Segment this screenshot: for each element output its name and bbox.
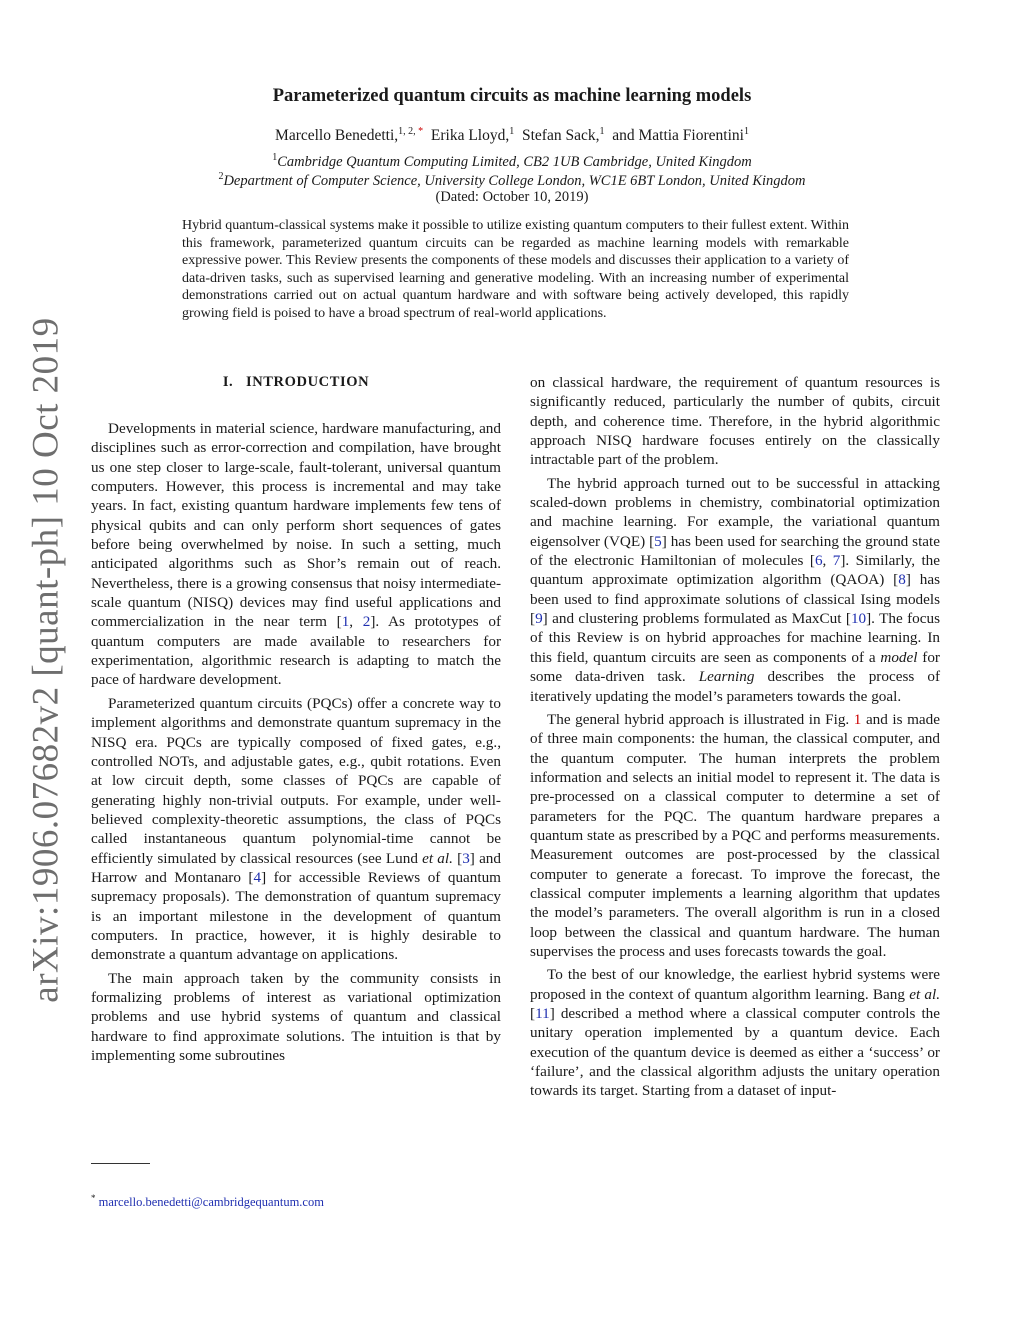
arxiv-identifier: arXiv:1906.07682v2 [quant-ph] 10 Oct 2019 [25,317,67,1003]
author-name: Stefan Sack, [521,127,600,145]
author-name: Erika Lloyd, [430,127,510,145]
paragraph-text: ] and clustering problems formulated as MaxCut [ [542,610,851,628]
citation-link[interactable]: 2 [362,613,371,631]
citation-link[interactable]: 6 [814,552,823,570]
affiliation-text: Cambridge Quantum Computing Limited, CB2 1UB Cambridge, United Kingdom [277,153,752,170]
citation-link[interactable]: 4 [253,868,262,886]
paragraph-text: ] has been used for searching the ground state of the electronic Hamiltonian of molecules [ [530,532,941,570]
paragraph-text: ] and Harrow and Montanaro [ [91,849,501,886]
author-affil-sup: 1 [743,126,749,137]
right-column [530,373,940,1101]
author-affil-sup: 1 [599,126,605,137]
author-name: and Mattia Fiorentini [612,127,744,145]
abstract: Hybrid quantum-classical systems make it possible to utilize existing quantum computers to their fullest extent. Within this framework, parameterized quantum circuits can be regarded as machine learning models with remarkable expressive power. This Review presents the components of these models and discusses their application to a variety of data-driven tasks, such as supervised learning and generative modeling. With an increasing number of experimental demonstrations carried out on actual quantum hardware and with software being actively developed, this rapidly growing field is poised to have a broad spectrum of real-world applications. [182,218,849,321]
corresponding-author-mark[interactable]: * [418,126,424,137]
paragraph-text: Developments in material science, hardware manufacturing, and disciplines such as error-correction and compilation, have brought us one step closer to large-scale, fault-tolerant, universal quantum computers. However, this process is incremental and may take years. In fact, existing quantum hardware implements few tens of physical qubits and can only perform short sequences of gates before being overwhelmed by noise. In such a setting, much anticipated algorithms such as Shor’s remain out of reach. Nevertheless, there is a growing consensus that noisy intermediate-scale quantum (NISQ) devices may find useful applications and commercialization in the near term [ [91,420,501,631]
paragraph-text: Parameterized quantum circuits (PQCs) offer a concrete way to implement algorithms and demonstrate quantum supremacy in the NISQ era. PQCs are typically composed of fixed gates, e.g., controlled NOTs, and adjustable gates, e.g., qubit rotations. Even at low circuit depth, some classes of PQCs are capable of generating highly non-trivial outputs. For example, under well-believed complexity-theoretic assumptions, the class of PQCs called instantaneous quantum polynomial-time cannot be efficiently simulated by classical resources (see Lund [91,694,501,867]
affiliation-text: Department of Computer Science, University College London, WC1E 6BT London, United Kingdom [223,172,806,189]
affiliation [0,171,1024,190]
paragraph-text: The general hybrid approach is illustrated in Fig. [547,710,854,728]
paragraph [530,474,940,706]
emphasis: et al. [422,849,453,867]
emphasis: model [880,648,918,666]
paragraph [91,694,501,965]
citation-link[interactable]: 5 [654,532,662,550]
paragraph-text: ]. As prototypes of quantum computers are made available to researchers for experimentation, algorithmic research is adapting to match the pace of hardware development. [91,613,502,689]
author-list [0,126,1024,145]
affiliation-number: 1 [272,152,278,163]
emphasis: et al. [909,985,940,1003]
paragraph-text: [ [530,1005,536,1022]
paragraph-text: for some data-driven task. [530,648,940,686]
paper-title: Parameterized quantum circuits as machine learning models [272,86,752,106]
citation-link[interactable]: 10 [850,610,867,628]
section-number: I. [222,374,234,390]
paragraph-text: To the best of our knowledge, the earliest hybrid systems were proposed in the context of quantum algorithm learning. Bang [530,966,940,1003]
footnote-marker: * [91,1193,96,1203]
paragraph: The main approach taken by the community consists in formalizing problems of interest as variational optimization problems and use hybrid systems of quantum and classical hardware to find approximate solutions. The intuition is that by implementing some subroutines [91,969,501,1064]
paragraph-text: ] has been used to find approximate solutions of classical Ising models [ [530,571,940,628]
affiliation [0,152,1024,171]
section-title: INTRODUCTION [245,374,370,390]
date-line: (Dated: October 10, 2019) [435,189,589,205]
paragraph-text: , [822,552,833,570]
paragraph-text: describes the process of iteratively updating the model’s parameters towards the goal. [530,668,940,705]
paragraph-text: ] described a method where a classical computer controls the unitary operation implemented by a quantum device. Each execution of the quantum device is deemed as either a ‘success’ or ‘failure’, and the classical algorithm adjusts the unitary operation towards its target. Starting from a dataset of input- [530,1005,940,1100]
footnote-rule [91,1163,150,1164]
affiliation-number: 2 [218,171,224,182]
paragraph-text: , [349,613,363,631]
paragraph [530,710,940,961]
citation-link[interactable]: 3 [462,849,470,867]
paragraph [530,965,940,1100]
citation-link[interactable]: 7 [832,552,841,570]
section-heading [91,373,501,393]
author-affil-sup: 1 [509,126,515,137]
paragraph-text: ]. The focus of this Review is on hybrid approaches for machine learning. In this field, quantum circuits are seen as components of a [530,610,940,666]
citation-link[interactable]: 1 [341,613,350,631]
citation-link[interactable]: 9 [535,610,543,628]
paragraph-text: The hybrid approach turned out to be successful in attacking scaled-down problems in chemistry, combinatorial optimization and machine learning. For example, the variational quantum eigensolver (VQE) [ [530,474,940,550]
paragraph-text: ] for accessible Reviews of quantum supremacy proposals). The demonstration of quantum supremacy is an important milestone in the development of quantum computers. In practice, however, it is highly desirable to demonstrate a quantum advantage on applications. [91,868,501,964]
paragraph-text: [ [452,849,463,867]
figure-link[interactable]: 1 [853,710,862,728]
left-column [91,373,501,1065]
paragraph [91,419,501,690]
paragraph-text: and is made of three main components: the human, the classical computer, and the quantum computer. The human interprets the problem information and selects an initial model to represent it. The data is pre-processed on a classical computer to determine a set of parameters for the PQC. The quantum hardware prepares a quantum state as prescribed by a PQC and performs measurements. Measurement outcomes are post-processed by the classical computer to generate a forecast. To improve the forecast, the classical computer implements a learning algorithm that updates the model’s parameters. The overall algorithm is run in a closed loop between the classical and quantum hardware. The human supervises the process and uses forecasts towards the goal. [530,710,941,960]
emphasis: Learning [698,668,755,686]
citation-link[interactable]: 8 [898,571,906,589]
citation-link[interactable]: 11 [535,1005,550,1022]
footnote [91,1193,324,1210]
paragraph: on classical hardware, the requirement of quantum resources is significantly reduced, particularly the number of qubits, circuit depth, and coherence time. Therefore, in the hybrid algorithmic approach NISQ hardware focuses entirely on the classically intractable part of the problem. [530,374,940,469]
email-link[interactable]: marcello.benedetti@cambridgequantum.com [98,1195,324,1210]
author-name: Marcello Benedetti, [275,127,399,145]
paragraph-text: ]. Similarly, the quantum approximate optimization algorithm (QAOA) [ [530,552,941,589]
author-affil-sup: 1, 2, [398,126,419,137]
